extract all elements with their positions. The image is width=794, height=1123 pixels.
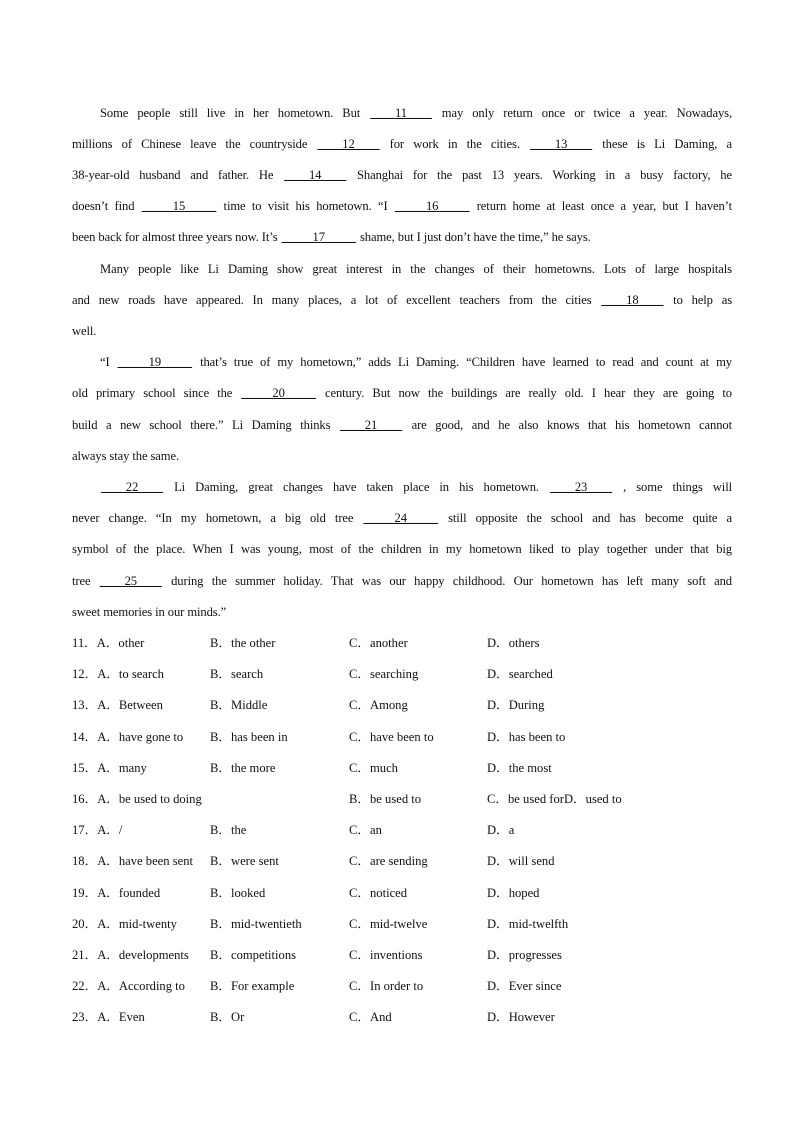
passage-text: tree bbox=[72, 574, 99, 588]
option-c[interactable]: C．another bbox=[349, 636, 408, 650]
option-c[interactable]: C．an bbox=[349, 823, 382, 837]
option-a-label: A．Between bbox=[97, 698, 163, 712]
option-a[interactable] bbox=[72, 822, 122, 838]
option-a[interactable] bbox=[72, 916, 177, 932]
option-b[interactable]: B．has been in bbox=[210, 730, 288, 744]
answer-blank: ____23____ bbox=[550, 480, 613, 494]
option-a-label: A．have gone to bbox=[97, 730, 184, 744]
passage-text: that’s true of my hometown,” adds Li Daming. “Children have learned to read and count at my bbox=[193, 355, 732, 369]
option-d[interactable]: D．progresses bbox=[487, 948, 562, 962]
answer-blank: ____18____ bbox=[601, 293, 664, 307]
answer-blank: ____13____ bbox=[530, 137, 593, 151]
option-c[interactable]: C．have been to bbox=[349, 730, 434, 744]
option-d[interactable]: D．has been to bbox=[487, 730, 566, 744]
option-a-label: A．be used to doing bbox=[97, 792, 202, 806]
passage-text: shame, but I just don’t have the time,” he says. bbox=[356, 230, 591, 244]
question-number: 20． bbox=[72, 917, 98, 931]
option-d[interactable]: D．hoped bbox=[487, 886, 540, 900]
passage-line bbox=[72, 510, 732, 526]
passage-line bbox=[72, 136, 732, 152]
passage-text: “I bbox=[100, 355, 117, 369]
passage-text: Many people like Li Daming show great interest in the changes of their hometowns. Lots of large hospitals bbox=[100, 262, 732, 276]
passage-text: time to visit his hometown. “I bbox=[217, 199, 394, 213]
answer-blank: _____20_____ bbox=[241, 386, 316, 400]
option-a[interactable] bbox=[72, 666, 164, 682]
passage-text: old primary school since the bbox=[72, 386, 241, 400]
answer-blank: ____12____ bbox=[317, 137, 380, 151]
passage-text: Li Daming, great changes have taken place in his hometown. bbox=[163, 480, 550, 494]
option-a-label: A．founded bbox=[97, 886, 161, 900]
question-number: 16． bbox=[72, 792, 98, 806]
passage-line bbox=[100, 479, 732, 495]
passage-text: may only return once or twice a year. Nowadays, bbox=[432, 106, 732, 120]
answer-blank: _____15_____ bbox=[141, 199, 217, 213]
option-d[interactable]: D．a bbox=[487, 823, 515, 837]
passage-text: always stay the same. bbox=[72, 449, 180, 463]
question-number: 12． bbox=[72, 667, 98, 681]
option-a[interactable] bbox=[72, 885, 160, 901]
passage-text: sweet memories in our minds.” bbox=[72, 605, 227, 619]
passage-text: doesn’t find bbox=[72, 199, 141, 213]
option-b[interactable]: B．looked bbox=[210, 886, 266, 900]
option-c[interactable]: C．Among bbox=[349, 698, 408, 712]
answer-blank: ____11____ bbox=[370, 106, 432, 120]
question-row bbox=[72, 916, 732, 932]
option-d[interactable]: D．searched bbox=[487, 667, 553, 681]
question-row bbox=[72, 853, 732, 869]
passage-line bbox=[72, 198, 732, 214]
option-c[interactable]: C．are sending bbox=[349, 854, 428, 868]
question-row bbox=[72, 666, 732, 682]
option-a-label: A．According to bbox=[97, 979, 185, 993]
option-b[interactable]: B．Middle bbox=[210, 698, 268, 712]
option-c[interactable]: C．searching bbox=[349, 667, 419, 681]
passage-text: build a new school there.” Li Daming thinks bbox=[72, 418, 340, 432]
option-b[interactable]: B．mid-twentieth bbox=[210, 917, 302, 931]
option-a[interactable] bbox=[72, 853, 193, 869]
option-c[interactable]: C．And bbox=[349, 1010, 392, 1024]
passage-line bbox=[72, 604, 732, 620]
option-c[interactable]: C．be used forD．used to bbox=[487, 792, 622, 806]
option-c[interactable]: C．inventions bbox=[349, 948, 423, 962]
passage-line bbox=[100, 105, 732, 121]
answer-blank: ____21____ bbox=[340, 418, 402, 432]
option-a-label: A．developments bbox=[97, 948, 189, 962]
passage-text: been back for almost three years now. It’s bbox=[72, 230, 281, 244]
passage-text: during the summer holiday. That was our happy childhood. Our hometown has left many soft and bbox=[162, 574, 732, 588]
passage-text: return home at least once a year, but I haven’t bbox=[470, 199, 733, 213]
passage-text: for work in the cities. bbox=[380, 137, 530, 151]
passage-text: Shanghai for the past 13 years. Working in a busy factory, he bbox=[347, 168, 732, 182]
option-d[interactable]: D．the most bbox=[487, 761, 552, 775]
passage-line bbox=[72, 573, 732, 589]
option-d[interactable]: D．others bbox=[487, 636, 540, 650]
question-number: 21． bbox=[72, 948, 98, 962]
option-b[interactable]: B．search bbox=[210, 667, 264, 681]
passage-text: , some things will bbox=[613, 480, 732, 494]
passage-text: 38-year-old husband and father. He bbox=[72, 168, 284, 182]
passage-line bbox=[100, 354, 732, 370]
passage-text: well. bbox=[72, 324, 97, 338]
option-a[interactable] bbox=[72, 1009, 145, 1025]
option-a-label: A．mid-twenty bbox=[97, 917, 177, 931]
passage-text: these is Li Daming, a bbox=[593, 137, 732, 151]
question-row bbox=[72, 947, 732, 963]
question-row bbox=[72, 697, 732, 713]
question-number: 11． bbox=[72, 636, 97, 650]
answer-blank: ____14____ bbox=[284, 168, 347, 182]
option-c[interactable]: C．In order to bbox=[349, 979, 424, 993]
option-a-label: A．many bbox=[97, 761, 147, 775]
option-a[interactable] bbox=[72, 760, 147, 776]
question-number: 15． bbox=[72, 761, 98, 775]
option-d[interactable]: D．Ever since bbox=[487, 979, 562, 993]
option-b[interactable]: B．be used to bbox=[349, 792, 422, 806]
passage-line bbox=[100, 261, 732, 277]
question-row bbox=[72, 1009, 732, 1025]
question-row bbox=[72, 978, 732, 994]
option-d[interactable]: D．However bbox=[487, 1010, 555, 1024]
option-d[interactable]: D．used to bbox=[563, 792, 622, 806]
option-a[interactable] bbox=[72, 635, 144, 651]
option-a-label: A．have been sent bbox=[97, 854, 194, 868]
answer-blank: _____16_____ bbox=[394, 199, 470, 213]
option-a-label: A．Even bbox=[97, 1010, 145, 1024]
option-c[interactable]: C．mid-twelve bbox=[349, 917, 428, 931]
passage-line bbox=[72, 167, 732, 183]
question-number: 19． bbox=[72, 886, 98, 900]
question-number: 13． bbox=[72, 698, 98, 712]
option-a-label: A．/ bbox=[97, 823, 123, 837]
option-b[interactable]: B．competitions bbox=[210, 948, 297, 962]
option-a[interactable] bbox=[72, 978, 185, 994]
passage-text: Some people still live in her hometown. But bbox=[100, 106, 370, 120]
passage-text: symbol of the place. When I was young, most of the children in my hometown liked to play together under that big bbox=[72, 542, 732, 556]
question-row bbox=[72, 635, 732, 651]
passage-line bbox=[72, 448, 732, 464]
passage-line bbox=[72, 417, 732, 433]
passage-text: still opposite the school and has become quite a bbox=[438, 511, 732, 525]
passage-text: and new roads have appeared. In many places, a lot of excellent teachers from the cities bbox=[72, 293, 601, 307]
passage-line bbox=[72, 229, 732, 245]
option-c[interactable]: C．much bbox=[349, 761, 398, 775]
answer-blank: ____25____ bbox=[99, 574, 162, 588]
answer-blank: _____19_____ bbox=[117, 355, 193, 369]
passage-text: century. But now the buildings are really old. I hear they are going to bbox=[316, 386, 732, 400]
question-row bbox=[72, 885, 732, 901]
question-number: 23． bbox=[72, 1010, 98, 1024]
passage-text: are good, and he also knows that his hometown cannot bbox=[403, 418, 732, 432]
option-d[interactable]: D．During bbox=[487, 698, 545, 712]
option-b[interactable]: B．For example bbox=[210, 979, 295, 993]
option-a[interactable] bbox=[72, 697, 163, 713]
answer-blank: ____22____ bbox=[101, 480, 163, 494]
answer-blank: _____24_____ bbox=[363, 511, 438, 525]
question-number: 14． bbox=[72, 730, 98, 744]
question-number: 17． bbox=[72, 823, 98, 837]
passage-text: to help as bbox=[664, 293, 732, 307]
option-a[interactable] bbox=[72, 947, 189, 963]
option-a-label: A．to search bbox=[97, 667, 164, 681]
passage-line bbox=[72, 541, 732, 557]
passage-text: never change. “In my hometown, a big old tree bbox=[72, 511, 363, 525]
option-a[interactable] bbox=[72, 791, 202, 807]
answer-blank: _____17_____ bbox=[281, 230, 356, 244]
option-d[interactable]: D．mid-twelfth bbox=[487, 917, 569, 931]
option-b[interactable]: B．the other bbox=[210, 636, 276, 650]
question-row bbox=[72, 822, 732, 838]
passage-line bbox=[72, 323, 732, 339]
option-b[interactable]: B．Or bbox=[210, 1010, 245, 1024]
option-b[interactable]: B．the bbox=[210, 823, 247, 837]
question-row bbox=[72, 729, 732, 745]
option-a-label: A．other bbox=[96, 636, 145, 650]
question-number: 18． bbox=[72, 854, 98, 868]
option-d[interactable]: D．will send bbox=[487, 854, 555, 868]
option-b[interactable]: B．were sent bbox=[210, 854, 279, 868]
question-row bbox=[72, 760, 732, 776]
option-b[interactable]: B．the more bbox=[210, 761, 276, 775]
option-a[interactable] bbox=[72, 729, 183, 745]
passage-line bbox=[72, 292, 732, 308]
passage-text: millions of Chinese leave the countryside bbox=[72, 137, 317, 151]
question-number: 22． bbox=[72, 979, 98, 993]
option-c[interactable]: C．noticed bbox=[349, 886, 408, 900]
passage-line bbox=[72, 385, 732, 401]
question-row bbox=[72, 791, 732, 807]
